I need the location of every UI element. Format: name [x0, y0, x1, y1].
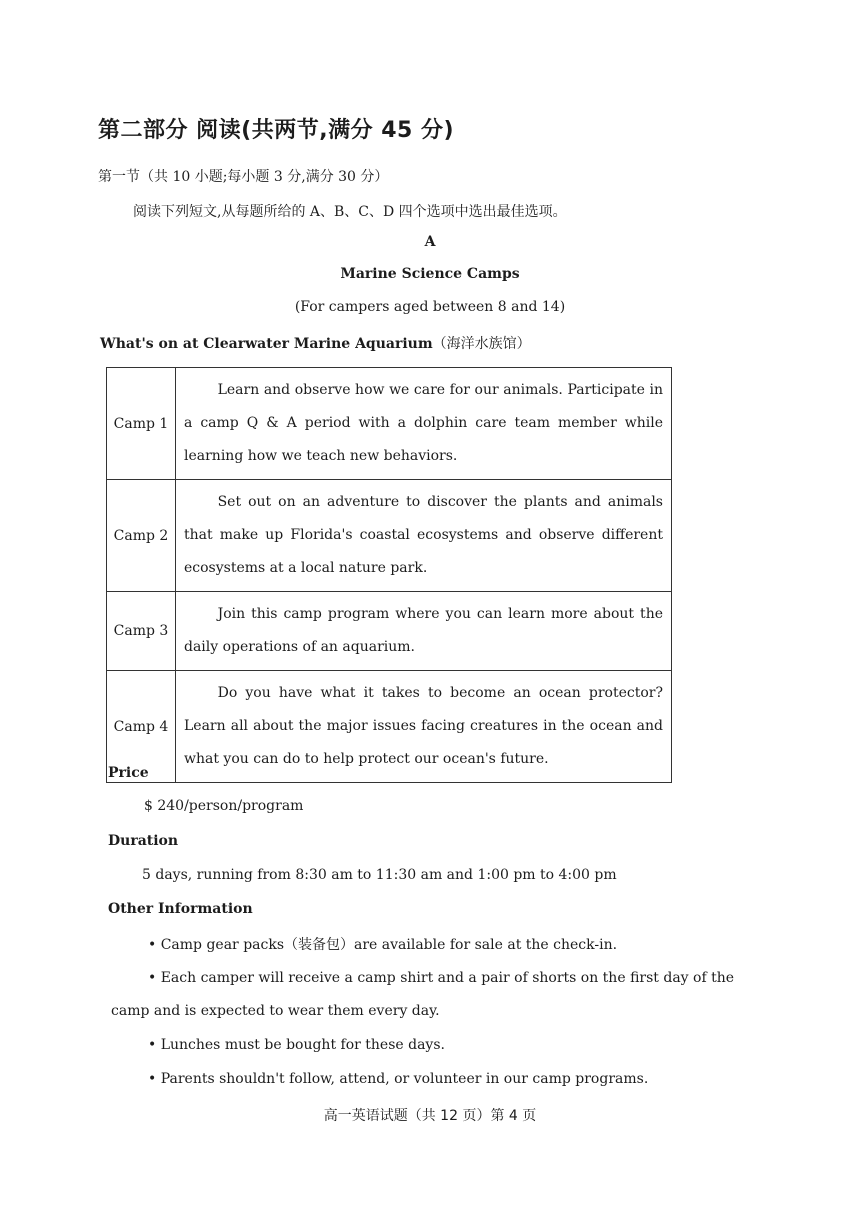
camp-description: [176, 480, 672, 592]
price-value: $ 240/person/program: [144, 798, 304, 814]
camp-description-text: Do you have what it takes to become an ocean protector? Learn all about the major issues facing creatures in the ocean and what you can do to help protect our ocean's future.: [184, 685, 663, 767]
camp-name: Camp 4: [107, 671, 176, 783]
passage-title: Marine Science Camps: [340, 266, 520, 282]
whats-on-heading: [100, 333, 531, 353]
camp-description-text: Set out on an adventure to discover the plants and animals that make up Florida's coastal ecosystems and observe different ecosystems at a local nature park.: [184, 494, 663, 576]
camps-table: [106, 367, 672, 783]
page-footer: 高一英语试题（共 12 页）第 4 页: [323, 1108, 537, 1124]
camp-description-text: Learn and observe how we care for our animals. Participate in a camp Q & A period with a dolphin care team member while learning how we teach new behaviors.: [184, 382, 663, 464]
table-row: [107, 480, 672, 592]
part-title: 第二部分 阅读(共两节,满分 45 分): [98, 118, 455, 143]
info-item: • Camp gear packs（装备包）are available for sale at the check-in.: [148, 937, 618, 953]
section-heading: 第一节（共 10 小题;每小题 3 分,满分 30 分）: [98, 169, 389, 185]
info-item: • Parents shouldn't follow, attend, or volunteer in our camp programs.: [148, 1071, 649, 1087]
whats-on-cn: （海洋水族馆）: [432, 336, 531, 352]
info-item: • Each camper will receive a camp shirt and a pair of shorts on the first day of the: [148, 970, 735, 986]
passage-subtitle: (For campers aged between 8 and 14): [294, 299, 566, 315]
table-row: [107, 592, 672, 671]
camp-name: Camp 1: [107, 368, 176, 480]
camp-name: Camp 3: [107, 592, 176, 671]
camp-description: [176, 592, 672, 671]
table-row: [107, 671, 672, 783]
passage-letter: A: [424, 234, 436, 250]
info-item: • Lunches must be bought for these days.: [148, 1037, 445, 1053]
other-info-heading: Other Information: [108, 901, 253, 917]
price-heading: Price: [108, 765, 149, 781]
whats-on-text: What's on at Clearwater Marine Aquarium: [100, 336, 433, 352]
info-item-continued: camp and is expected to wear them every day.: [111, 1003, 440, 1019]
camp-description: [176, 368, 672, 480]
camp-description-text: Join this camp program where you can learn more about the daily operations of an aquarium.: [184, 606, 663, 655]
camp-description: [176, 671, 672, 783]
camp-name: Camp 2: [107, 480, 176, 592]
table-row: [107, 368, 672, 480]
duration-value: 5 days, running from 8:30 am to 11:30 am and 1:00 pm to 4:00 pm: [142, 867, 617, 883]
duration-heading: Duration: [108, 833, 179, 849]
instructions: 阅读下列短文,从每题所给的 A、B、C、D 四个选项中选出最佳选项。: [133, 204, 567, 220]
